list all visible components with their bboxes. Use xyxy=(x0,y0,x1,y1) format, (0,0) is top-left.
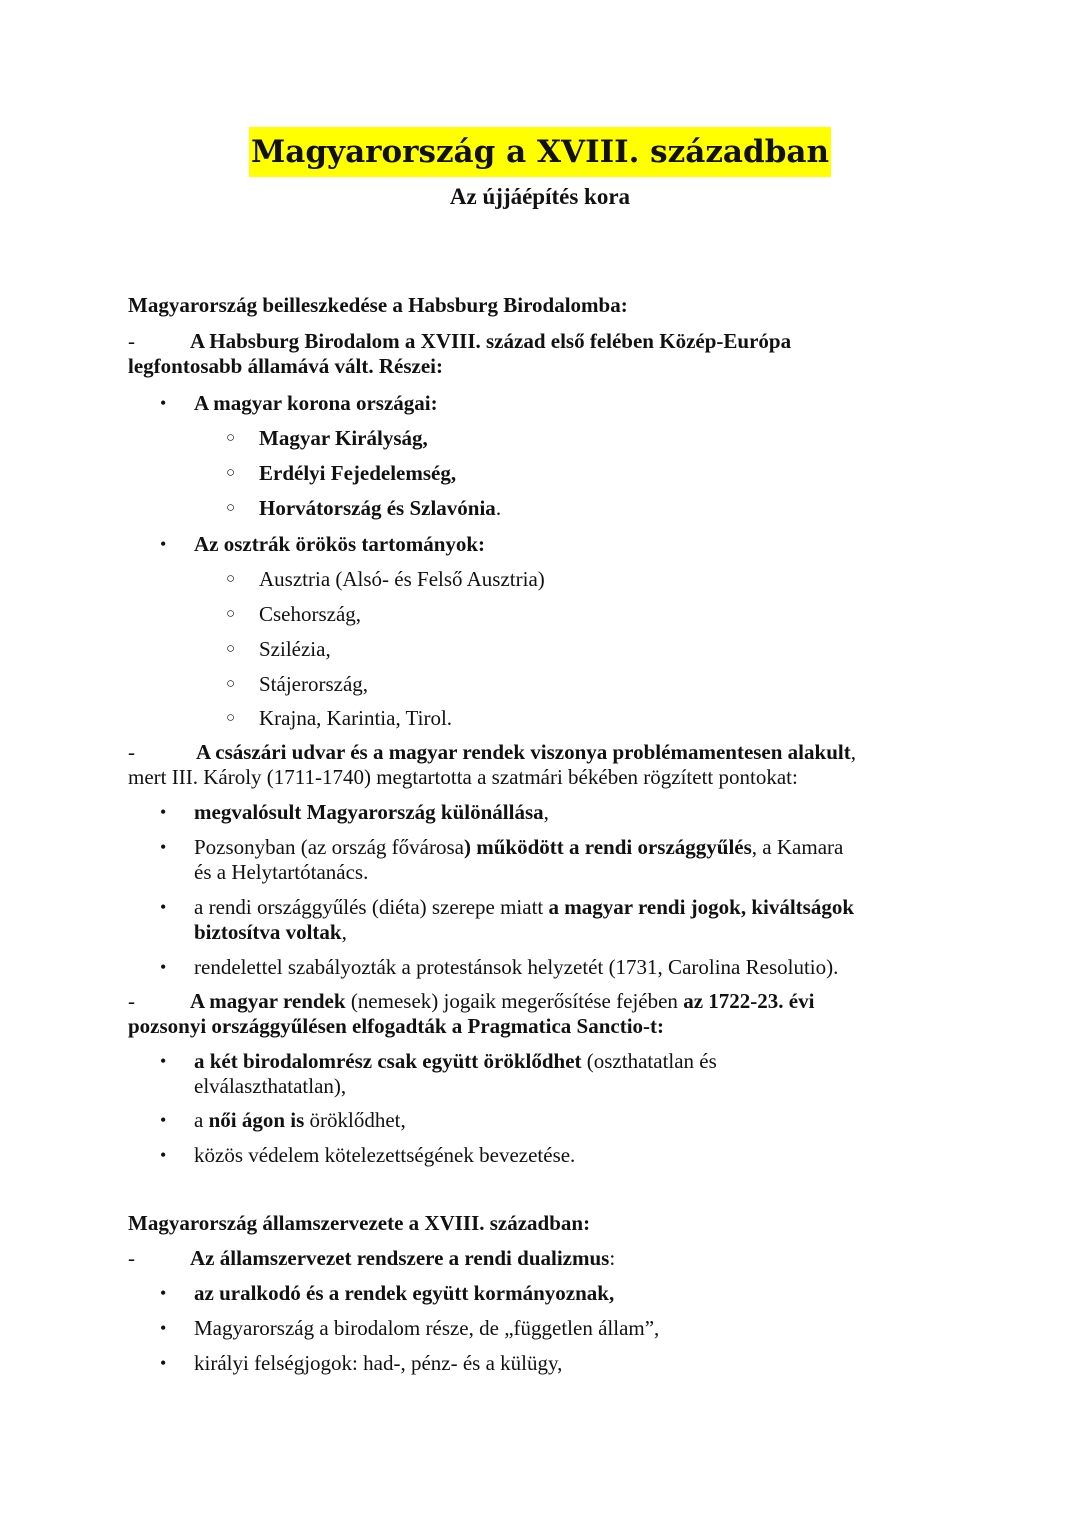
list-item-text: , a Kamara xyxy=(751,835,844,859)
list-item: Stájerország, xyxy=(259,672,369,696)
list-item-bold: női ágon is xyxy=(208,1108,305,1132)
paragraph-line xyxy=(190,988,814,1014)
list-item: Szilézia, xyxy=(259,637,331,661)
list-item xyxy=(194,799,549,825)
paragraph-bold: az 1722-23. évi xyxy=(683,989,815,1013)
list-item: A magyar korona országai: xyxy=(194,391,438,415)
circle-bullet-icon: ○ xyxy=(226,606,236,622)
bullet-icon: • xyxy=(160,534,167,554)
list-item-end: , xyxy=(341,920,347,944)
paragraph-line: legfontosabb államává vált. Részei: xyxy=(128,354,443,378)
list-item-bold: biztosítva voltak xyxy=(194,920,342,944)
list-item-continuation xyxy=(194,919,347,945)
circle-bullet-icon: ○ xyxy=(226,571,236,587)
list-item xyxy=(259,495,501,521)
list-item: Ausztria (Alsó- és Felső Ausztria) xyxy=(259,567,545,591)
circle-bullet-icon: ○ xyxy=(226,500,236,516)
list-item: királyi felségjogok: had-, pénz- és a külügy, xyxy=(194,1351,563,1375)
list-item: Az osztrák örökös tartományok: xyxy=(194,532,486,556)
paragraph-line xyxy=(190,1245,615,1271)
list-item-bold: a magyar rendi jogok, kiváltságok xyxy=(548,895,855,919)
bullet-icon: • xyxy=(160,1283,167,1303)
title-wrap xyxy=(0,127,1080,177)
section-heading-state: Magyarország államszervezete a XVIII. században: xyxy=(128,1211,591,1235)
section-heading-habsburg: Magyarország beilleszkedése a Habsburg Birodalomba: xyxy=(128,293,628,317)
list-item-bold: megvalósult Magyarország különállása xyxy=(194,800,544,824)
dash-marker: - xyxy=(128,329,135,353)
bullet-icon: • xyxy=(160,1318,167,1338)
bullet-icon: • xyxy=(160,1110,167,1130)
list-item: rendelettel szabályozták a protestánsok helyzetét (1731, Carolina Resolutio). xyxy=(194,955,839,979)
paragraph-bold: A császári udvar és a magyar rendek viszonya problémamentesen alakult xyxy=(196,740,851,764)
paragraph-bold: Az államszervezet rendszere a rendi dualizmus xyxy=(190,1246,610,1270)
bullet-icon: • xyxy=(160,837,167,857)
list-item-bold: ) működött a rendi országgyűlés xyxy=(464,835,752,859)
list-item: az uralkodó és a rendek együtt kormányoznak, xyxy=(194,1281,615,1305)
list-item-text: a xyxy=(194,1108,209,1132)
list-item-text: (oszthatatlan és xyxy=(581,1049,717,1073)
bullet-icon: • xyxy=(160,1051,167,1071)
list-item: Magyar Királyság, xyxy=(259,426,428,450)
list-item xyxy=(194,1048,717,1074)
paragraph-text: (nemesek) jogaik megerősítése fejében xyxy=(345,989,684,1013)
paragraph-line: pozsonyi országgyűlésen elfogadták a Pragmatica Sanctio-t: xyxy=(128,1014,665,1038)
list-item-bold: Horvátország és Szlavónia xyxy=(259,496,496,520)
dash-marker: - xyxy=(128,1246,135,1270)
bullet-icon: • xyxy=(160,393,167,413)
paragraph-end: : xyxy=(609,1246,616,1270)
circle-bullet-icon: ○ xyxy=(226,710,236,726)
dash-marker: - xyxy=(128,989,135,1013)
page-title: Magyarország a XVIII. században xyxy=(249,127,831,177)
paragraph-line: mert III. Károly (1711-1740) megtartotta a szatmári békében rögzített pontokat: xyxy=(128,765,798,789)
list-item: Krajna, Karintia, Tirol. xyxy=(259,706,453,730)
list-item-text: a rendi országgyűlés (diéta) szerepe miatt xyxy=(194,895,549,919)
circle-bullet-icon: ○ xyxy=(226,465,236,481)
paragraph-bold: A magyar rendek xyxy=(190,989,346,1013)
bullet-icon: • xyxy=(160,1353,167,1373)
list-item xyxy=(194,834,843,860)
bullet-icon: • xyxy=(160,802,167,822)
paragraph-line: A Habsburg Birodalom a XVIII. század első felében Közép-Európa xyxy=(190,329,792,353)
list-item-bold: a két birodalomrész csak együtt öröklődhet xyxy=(194,1049,582,1073)
circle-bullet-icon: ○ xyxy=(226,676,236,692)
list-item-text: öröklődhet, xyxy=(304,1108,406,1132)
list-item-continuation: elválaszthatatlan), xyxy=(194,1074,347,1098)
list-item xyxy=(194,1107,406,1133)
list-item: Csehország, xyxy=(259,602,362,626)
bullet-icon: • xyxy=(160,957,167,977)
list-item-end: , xyxy=(543,800,549,824)
bullet-icon: • xyxy=(160,897,167,917)
circle-bullet-icon: ○ xyxy=(226,430,236,446)
paragraph-end: , xyxy=(850,740,856,764)
dash-marker: - xyxy=(128,740,135,764)
list-item: Erdélyi Fejedelemség, xyxy=(259,461,457,485)
list-item-text: Pozsonyban (az ország fővárosa xyxy=(194,835,464,859)
page-subtitle: Az újjáépítés kora xyxy=(449,184,631,209)
list-item-continuation: és a Helytartótanács. xyxy=(194,860,369,884)
circle-bullet-icon: ○ xyxy=(226,641,236,657)
list-item-end: . xyxy=(495,496,502,520)
bullet-icon: • xyxy=(160,1145,167,1165)
list-item: közös védelem kötelezettségének bevezetése. xyxy=(194,1143,576,1167)
list-item: Magyarország a birodalom része, de „független állam”, xyxy=(194,1316,660,1340)
paragraph-line xyxy=(196,739,856,765)
list-item xyxy=(194,894,854,920)
